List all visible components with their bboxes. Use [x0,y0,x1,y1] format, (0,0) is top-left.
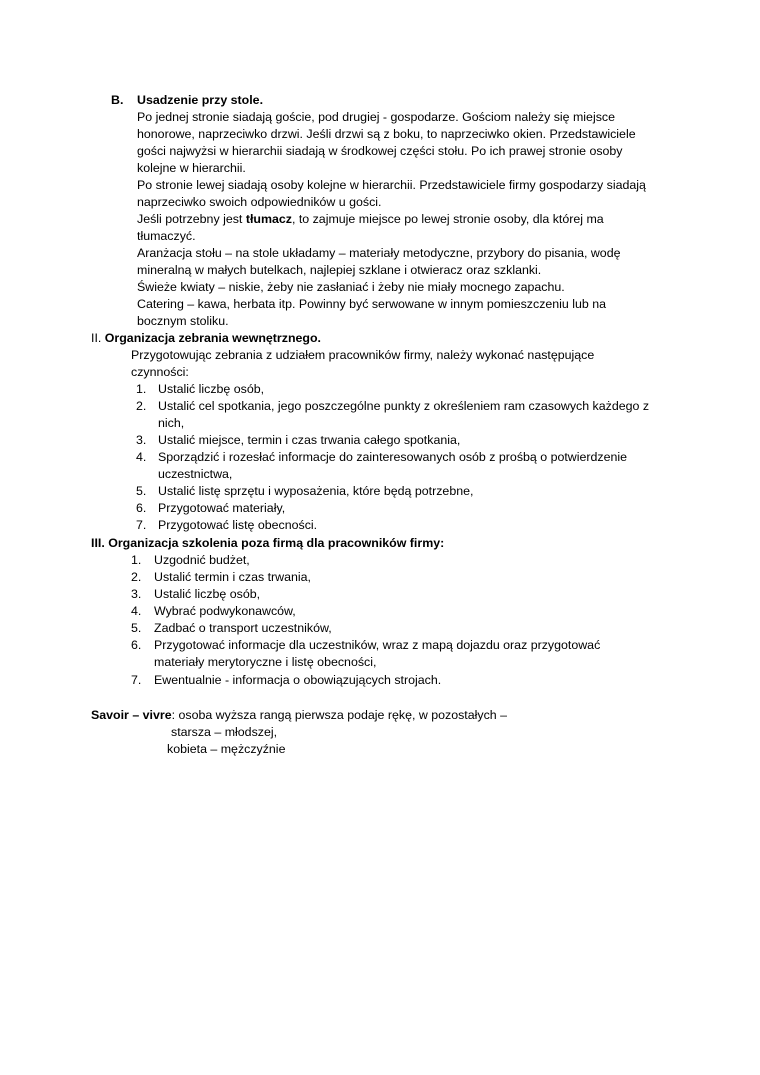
section-ii-heading [91,330,321,347]
section-ii-title: Organizacja zebrania wewnętrznego. [104,331,321,345]
savoir-vivre-line3: kobieta – mężczyźnie [167,742,286,756]
list-number: 7. [131,673,142,687]
list-number: 1. [136,382,147,396]
list-number: 2. [131,570,142,584]
list-number: 3. [136,433,147,447]
list-item: Zadbać o transport uczestników, [154,621,332,635]
list-item-continuation: nich, [158,416,185,430]
list-item: Ustalić cel spotkania, jego poszczególne punkty z określeniem ram czasowych każdego z [158,399,650,413]
list-item: Ustalić miejsce, termin i czas trwania całego spotkania, [158,433,461,447]
list-number: 6. [131,638,142,652]
list-number: 4. [131,604,142,618]
list-item: Wybrać podwykonawców, [154,604,296,618]
list-number: 5. [131,621,142,635]
section-b-title: Usadzenie przy stole. [137,93,264,107]
list-item: Sporządzić i rozesłać informacje do zainteresowanych osób z prośbą o potwierdzenie [158,450,628,464]
paragraph-line: naprzeciwko swoich odpowiedników u gości. [137,195,382,209]
list-number: 7. [136,518,147,532]
paragraph-line: gości najwyżsi w hierarchii siadają w środkowej części stołu. Po ich prawej stronie osoby [137,144,623,158]
paragraph-line: Po stronie lewej siadają osoby kolejne w hierarchii. Przedstawiciele firmy gospodarzy siadają [137,178,646,192]
translator-line [137,211,604,228]
paragraph-line: honorowe, naprzeciwko drzwi. Jeśli drzwi są z boku, to naprzeciwko okien. Przedstawiciele [137,127,636,141]
list-item: Uzgodnić budżet, [154,553,250,567]
list-number: 1. [131,553,142,567]
translator-bold: tłumacz [245,212,292,226]
list-item-continuation: materiały merytoryczne i listę obecności, [154,655,377,669]
list-number: 3. [131,587,142,601]
paragraph-line: Świeże kwiaty – niskie, żeby nie zasłaniać i żeby nie miały mocnego zapachu. [137,280,565,294]
translator-pre: Jeśli potrzebny jest [137,212,246,226]
paragraph-line: Aranżacja stołu – na stole układamy – materiały metodyczne, przybory do pisania, wodę [137,246,621,260]
savoir-vivre-text: : osoba wyższa rangą pierwsza podaje rękę, w pozostałych – [171,708,508,722]
section-b-label: B. [111,93,124,107]
list-item: Ustalić liczbę osób, [158,382,265,396]
paragraph-line: Przygotowując zebrania z udziałem pracowników firmy, należy wykonać następujące [131,348,595,362]
list-number: 5. [136,484,147,498]
list-number: 6. [136,501,147,515]
list-item: Ustalić liczbę osób, [154,587,261,601]
paragraph-line: kolejne w hierarchii. [137,161,246,175]
paragraph-line: tłumaczyć. [137,229,196,243]
savoir-vivre-line2: starsza – młodszej, [171,725,278,739]
list-item-continuation: uczestnictwa, [158,467,233,481]
paragraph-line: Catering – kawa, herbata itp. Powinny być serwowane w innym pomieszczeniu lub na [137,297,607,311]
paragraph-line: bocznym stoliku. [137,314,229,328]
section-ii-label: II. [91,331,105,345]
savoir-vivre-line [91,707,507,724]
list-item: Ustalić listę sprzętu i wyposażenia, które będą potrzebne, [158,484,474,498]
list-item: Przygotować informacje dla uczestników, wraz z mapą dojazdu oraz przygotować [154,638,601,652]
list-item: Przygotować materiały, [158,501,286,515]
list-item: Ewentualnie - informacja o obowiązujących strojach. [154,673,442,687]
list-number: 2. [136,399,147,413]
list-item: Przygotować listę obecności. [158,518,318,532]
paragraph-line: Po jednej stronie siadają goście, pod drugiej - gospodarze. Gościom należy się miejsce [137,110,615,124]
paragraph-line: czynności: [131,365,189,379]
list-number: 4. [136,450,147,464]
paragraph-line: mineralną w małych butelkach, najlepiej szklane i otwieracz oraz szklanki. [137,263,542,277]
savoir-vivre-term: Savoir – vivre [91,708,172,722]
list-item: Ustalić termin i czas trwania, [154,570,311,584]
section-iii-title: III. Organizacja szkolenia poza firmą dla pracowników firmy: [91,536,445,550]
translator-post: , to zajmuje miejsce po lewej stronie osoby, dla której ma [291,212,604,226]
